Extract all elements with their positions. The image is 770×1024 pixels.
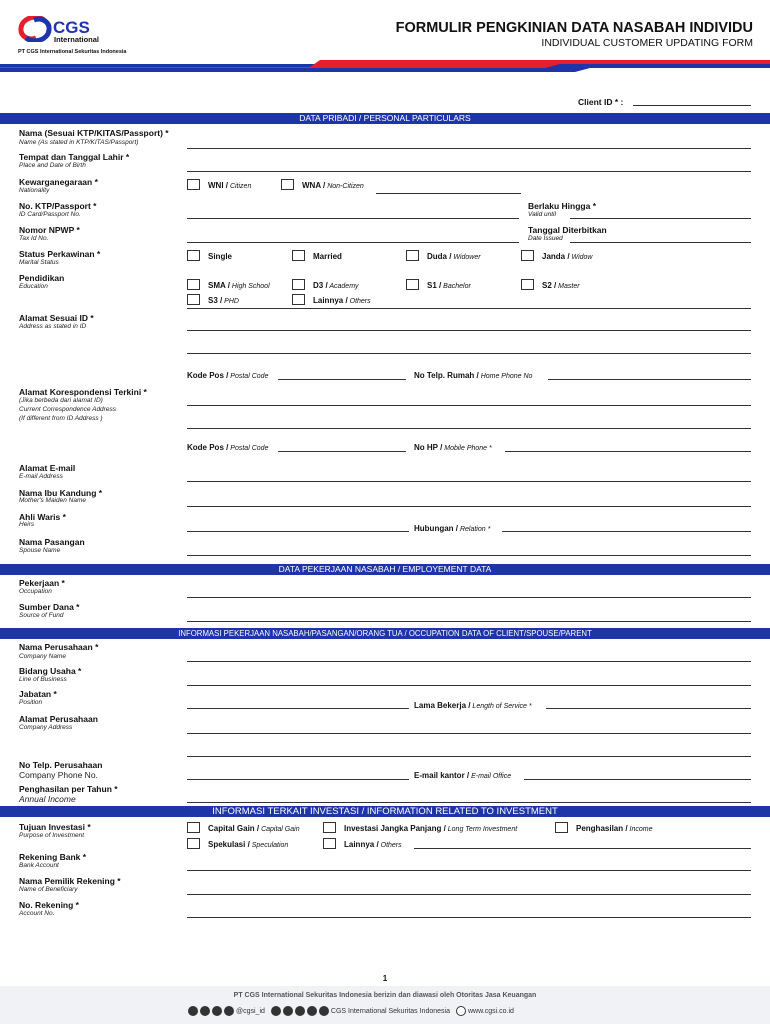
kodepos-1-label: Kode Pos / Postal Code	[187, 371, 269, 380]
corr-sub-1: (Jika berbeda dari alamat ID)	[19, 397, 103, 404]
accno-label: No. Rekening *	[19, 900, 79, 910]
relation-field[interactable]	[502, 531, 751, 532]
income-sub: Annual Income	[19, 794, 76, 804]
business-label: Bidang Usaha *	[19, 666, 82, 676]
globe-icon	[456, 1006, 466, 1016]
s2-checkbox[interactable]	[521, 279, 534, 290]
length-service-field[interactable]	[546, 708, 751, 709]
lainnya-inv-checkbox[interactable]	[323, 838, 336, 849]
name-sub: Name (As stated in KTP/KITAS/Passport)	[19, 139, 139, 146]
office-email-field[interactable]	[524, 779, 751, 780]
address-sub: Address as stated in ID	[19, 323, 87, 330]
idcard-label: No. KTP/Passport *	[19, 201, 97, 211]
lainnya-inv-option: Lainnya / Others	[344, 840, 402, 849]
job-sub: Occupation	[19, 588, 52, 595]
facebook-icon[interactable]	[319, 1006, 329, 1016]
heirs-label: Ahli Waris *	[19, 512, 66, 522]
mother-label: Nama Ibu Kandung *	[19, 488, 103, 498]
corr-label: Alamat Korespondensi Terkini *	[19, 387, 147, 397]
single-option: Single	[208, 252, 233, 261]
wni-option: WNI / Citizen	[208, 181, 252, 190]
address-label: Alamat Sesuai ID *	[19, 313, 94, 323]
corr-sub-2: Current Correspondence Address	[19, 406, 116, 413]
income-field[interactable]	[187, 802, 751, 803]
married-checkbox[interactable]	[292, 250, 305, 261]
address-line-1[interactable]	[187, 330, 751, 331]
holder-sub: Name of Beneficiary	[19, 886, 78, 893]
lainnya-edu-field[interactable]	[187, 308, 751, 309]
header-stripe	[0, 58, 770, 72]
speculation-checkbox[interactable]	[187, 838, 200, 849]
education-label: Pendidikan	[19, 273, 65, 283]
lainnya-edu-checkbox[interactable]	[292, 294, 305, 305]
spouse-sub: Spouse Name	[19, 547, 61, 554]
s1-option: S1 / Bachelor	[427, 281, 471, 290]
valid-sub: Valid until	[528, 211, 556, 218]
chat-icon[interactable]	[307, 1006, 317, 1016]
education-sub: Education	[19, 283, 48, 290]
wna-checkbox[interactable]	[281, 179, 294, 190]
footer-handle: @cgsi_id	[236, 1007, 265, 1015]
name-label: Nama (Sesuai KTP/KITAS/Passport) *	[19, 128, 169, 138]
birth-label: Tempat dan Tanggal Lahir *	[19, 152, 130, 162]
corr-line-2[interactable]	[187, 428, 751, 429]
npwp-label: Nomor NPWP *	[19, 225, 80, 235]
youtube-icon[interactable]	[271, 1006, 281, 1016]
instagram-icon[interactable]	[188, 1006, 198, 1016]
sma-option: SMA / High School	[208, 281, 270, 290]
brand-name: CGS	[53, 18, 90, 37]
nationality-sub: Nationality	[19, 187, 50, 194]
home-phone-label: No Telp. Rumah / Home Phone No	[414, 371, 533, 380]
married-option: Married	[313, 252, 342, 261]
heirs-field[interactable]	[187, 531, 409, 532]
issued-sub: Date Issued	[528, 235, 563, 242]
relation-label: Hubungan / Relation *	[414, 524, 491, 533]
footer-company: CGS International Sekuritas Indonesia	[330, 1007, 450, 1015]
nationality-label: Kewarganegaraan *	[19, 177, 98, 187]
job-label: Pekerjaan *	[19, 578, 65, 588]
d3-checkbox[interactable]	[292, 279, 305, 290]
section-investment: INFORMASI TERKAIT INVESTASI / INFORMATION RELATED TO INVESTMENT	[0, 806, 770, 817]
company-name: PT CGS International Sekuritas Indonesia	[18, 49, 127, 55]
heirs-sub: Heirs	[19, 521, 35, 528]
spotify-icon[interactable]	[212, 1006, 222, 1016]
s2-option: S2 / Master	[542, 281, 580, 290]
linkedin-icon[interactable]	[295, 1006, 305, 1016]
npwp-field[interactable]	[187, 242, 519, 243]
section-employment: DATA PEKERJAAN NASABAH / EMPLOYEMENT DATA	[0, 564, 770, 575]
position-sub: Position	[19, 699, 43, 706]
idcard-sub: ID Card/Passport No.	[19, 211, 81, 218]
fund-field[interactable]	[187, 621, 751, 622]
position-label: Jabatan *	[19, 689, 57, 699]
long-term-option: Investasi Jangka Panjang / Long Term Investment	[344, 824, 518, 833]
income-label: Penghasilan per Tahun *	[19, 784, 118, 794]
single-checkbox[interactable]	[187, 250, 200, 261]
compphone-label: No Telp. Perusahaan	[19, 760, 103, 770]
income-checkbox[interactable]	[555, 822, 568, 833]
kodepos-1-field[interactable]	[278, 379, 406, 380]
business-field[interactable]	[187, 685, 751, 686]
long-term-checkbox[interactable]	[323, 822, 336, 833]
janda-checkbox[interactable]	[521, 250, 534, 261]
email-field[interactable]	[187, 481, 751, 482]
section-personal: DATA PRIBADI / PERSONAL PARTICULARS	[0, 113, 770, 124]
brand-sub: International	[54, 35, 100, 44]
marital-label: Status Perkawinan *	[19, 249, 101, 259]
form-subtitle: INDIVIDUAL CUSTOMER UPDATING FORM	[541, 37, 753, 49]
bank-label: Rekening Bank *	[19, 852, 87, 862]
compphone-field[interactable]	[187, 779, 409, 780]
capital-gain-checkbox[interactable]	[187, 822, 200, 833]
birth-sub: Place and Date of Birth	[19, 162, 86, 169]
tiktok-icon[interactable]	[224, 1006, 234, 1016]
duda-option: Duda / Widower	[427, 252, 481, 261]
capital-gain-option: Capital Gain / Capital Gain	[208, 824, 300, 833]
x-icon[interactable]	[200, 1006, 210, 1016]
wna-option: WNA / Non-Citizen	[302, 181, 364, 190]
duda-checkbox[interactable]	[406, 250, 419, 261]
company-label: Nama Perusahaan *	[19, 642, 99, 652]
sma-checkbox[interactable]	[187, 279, 200, 290]
fund-sub: Source of Fund	[19, 612, 64, 619]
holder-field[interactable]	[187, 894, 751, 895]
length-service-label: Lama Bekerja / Length of Service *	[414, 701, 532, 710]
d3-option: D3 / Academy	[313, 281, 359, 290]
telegram-icon[interactable]	[283, 1006, 293, 1016]
footer-regulated: PT CGS International Sekuritas Indonesia berizin dan diawasi oleh Otoritas Jasa Keuangan	[233, 992, 537, 999]
speculation-option: Spekulasi / Speculation	[208, 840, 289, 849]
lainnya-inv-field[interactable]	[414, 848, 751, 849]
page-number: 1	[382, 974, 388, 983]
name-field[interactable]	[187, 148, 751, 149]
corr-sub-3: (If different from ID Address )	[19, 415, 103, 422]
valid-field[interactable]	[570, 218, 751, 219]
client-id-label: Client ID * :	[578, 97, 624, 107]
s1-checkbox[interactable]	[406, 279, 419, 290]
income-option: Penghasilan / Income	[576, 824, 653, 833]
marital-sub: Marital Status	[19, 259, 59, 266]
home-phone-field[interactable]	[548, 379, 751, 380]
office-email-label: E-mail kantor / E-mail Office	[414, 771, 512, 780]
compaddr-label: Alamat Perusahaan	[19, 714, 98, 724]
footer-website[interactable]: www.cgsi.co.id	[467, 1007, 514, 1015]
valid-label: Berlaku Hingga *	[528, 201, 597, 211]
email-label: Alamat E-mail	[19, 463, 76, 473]
purpose-sub: Purpose of Investment	[19, 832, 85, 839]
npwp-sub: Tax Id No.	[19, 235, 49, 242]
corr-line-1[interactable]	[187, 405, 751, 406]
fund-label: Sumber Dana *	[19, 602, 80, 612]
mobile-label: No HP / Mobile Phone *	[414, 443, 492, 452]
address-line-2[interactable]	[187, 353, 751, 354]
form-title: FORMULIR PENGKINIAN DATA NASABAH INDIVIDU	[395, 20, 753, 36]
purpose-label: Tujuan Investasi *	[19, 822, 91, 832]
compaddr-line-2[interactable]	[187, 756, 751, 757]
s3-option: S3 / PHD	[208, 296, 239, 305]
issued-label: Tanggal Diterbitkan	[528, 225, 607, 235]
kodepos-2-field[interactable]	[278, 451, 406, 452]
company-sub: Company Name	[19, 653, 66, 660]
section-occupation: INFORMASI PEKERJAAN NASABAH/PASANGAN/ORANG TUA / OCCUPATION DATA OF CLIENT/SPOUSE/PARENT	[0, 628, 770, 639]
company-field[interactable]	[187, 661, 751, 662]
mobile-field[interactable]	[505, 451, 751, 452]
s3-checkbox[interactable]	[187, 294, 200, 305]
issued-field[interactable]	[570, 242, 751, 243]
wna-field[interactable]	[376, 193, 521, 194]
job-field[interactable]	[187, 597, 751, 598]
spouse-field[interactable]	[187, 555, 751, 556]
wni-checkbox[interactable]	[187, 179, 200, 190]
mother-field[interactable]	[187, 506, 751, 507]
mother-sub: Mother's Maiden Name	[19, 497, 86, 504]
compaddr-sub: Company Address	[19, 724, 73, 731]
bank-field[interactable]	[187, 870, 751, 871]
birth-field[interactable]	[187, 171, 751, 172]
position-field[interactable]	[187, 708, 409, 709]
business-sub: Line of Business	[19, 676, 67, 683]
client-id-field[interactable]	[633, 105, 751, 106]
lainnya-edu-option: Lainnya / Others	[313, 296, 371, 305]
accno-field[interactable]	[187, 917, 751, 918]
logo	[18, 16, 52, 42]
accno-sub: Account No.	[19, 910, 55, 917]
holder-label: Nama Pemilik Rekening *	[19, 876, 121, 886]
kodepos-2-label: Kode Pos / Postal Code	[187, 443, 269, 452]
spouse-label: Nama Pasangan	[19, 537, 85, 547]
compphone-sub: Company Phone No.	[19, 770, 98, 780]
email-sub: E-mail Address	[19, 473, 63, 480]
bank-sub: Bank Account	[19, 862, 59, 869]
footer-social	[188, 1006, 514, 1016]
compaddr-line-1[interactable]	[187, 733, 751, 734]
janda-option: Janda / Widow	[542, 252, 593, 261]
idcard-field[interactable]	[187, 218, 519, 219]
